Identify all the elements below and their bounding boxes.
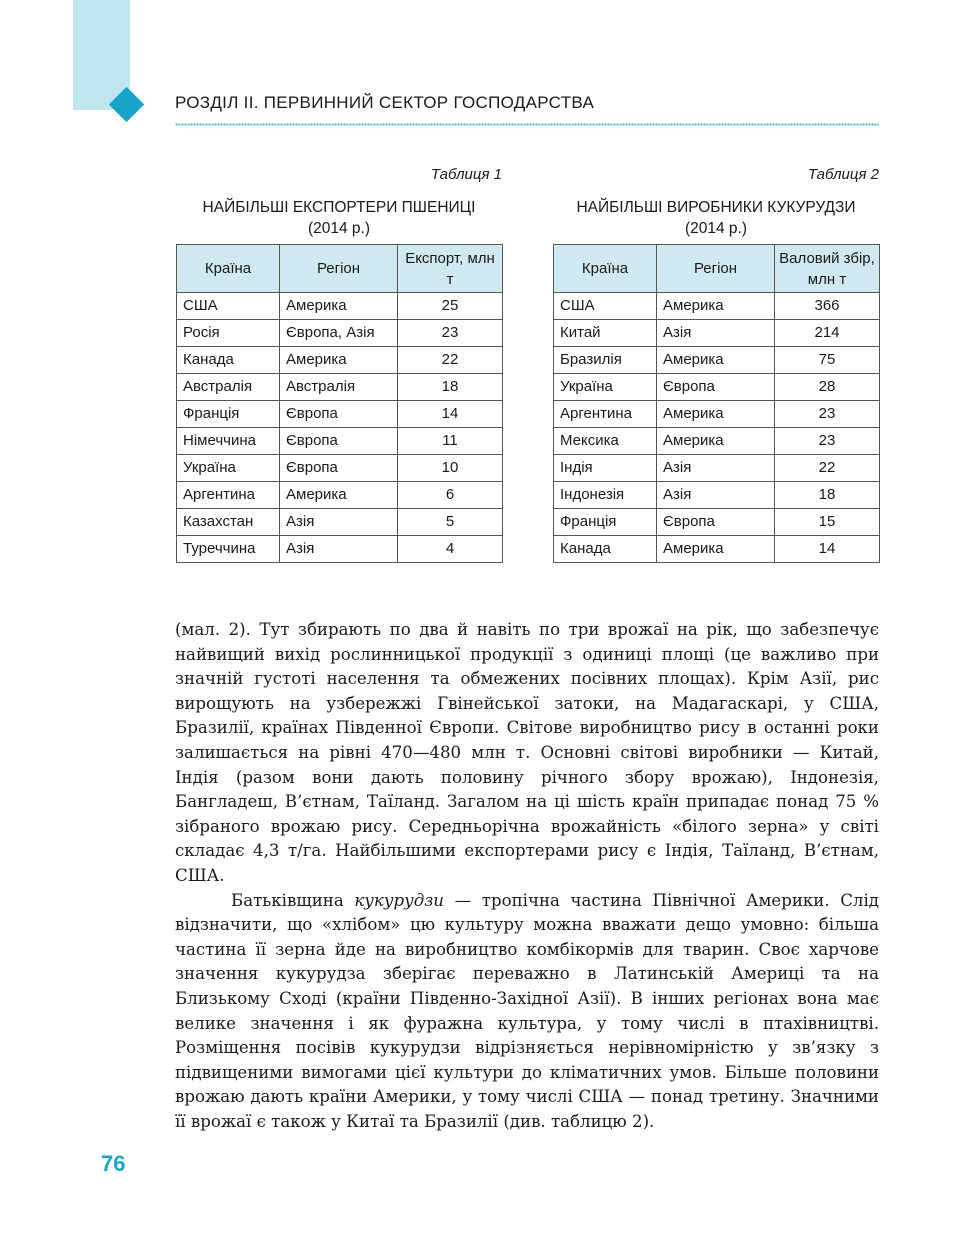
table2-title-line1: НАЙБІЛЬШІ ВИРОБНИКИ КУКУРУДЗИ [576, 199, 856, 216]
cell-country: Аргентина [177, 482, 280, 509]
table-row [554, 320, 880, 347]
cell-value: 22 [398, 347, 503, 374]
cell-value: 6 [398, 482, 503, 509]
body-text [175, 618, 879, 1134]
wheat-exporters-table [176, 244, 503, 563]
cell-region: Америка [657, 428, 775, 455]
column-header-export: Експорт, млн т [398, 245, 503, 293]
table-row [177, 293, 503, 320]
cell-country: Німеччина [177, 428, 280, 455]
table1-title-line2: (2014 р.) [307, 220, 371, 237]
cell-value: 15 [775, 509, 880, 536]
cell-country: США [177, 293, 280, 320]
cell-region: Азія [280, 509, 398, 536]
cell-value: 18 [775, 482, 880, 509]
cell-value: 23 [775, 428, 880, 455]
cell-value: 23 [398, 320, 503, 347]
table2-label: Таблиця 2 [807, 166, 879, 183]
table-row [177, 482, 503, 509]
cell-country: Росія [177, 320, 280, 347]
cell-country: Канада [554, 536, 657, 563]
table-row [554, 401, 880, 428]
column-header-country: Країна [554, 245, 657, 293]
table-row [177, 455, 503, 482]
header-dotted-rule [175, 122, 879, 127]
cell-country: Франція [177, 401, 280, 428]
cell-country: Австралія [177, 374, 280, 401]
table-row [554, 293, 880, 320]
cell-value: 28 [775, 374, 880, 401]
paragraph-2-start: Батьківщина [231, 890, 355, 910]
cell-region: Європа [280, 428, 398, 455]
cell-value: 22 [775, 455, 880, 482]
cell-region: Америка [657, 293, 775, 320]
table-row [177, 401, 503, 428]
table-row [177, 347, 503, 374]
table-row [554, 536, 880, 563]
cell-region: Австралія [280, 374, 398, 401]
cell-region: Азія [657, 455, 775, 482]
cell-country: Україна [554, 374, 657, 401]
paragraph-2-rest: — тропічна частина Північної Америки. Слід відзначити, що «хлібом» цю культуру можна вважати дещо умовно: більша частина її зерна йде на виробництво комбікормів для тварин. Своє харчове значення кукурудза зберігає переважно в Латинській Америці та на Близькому Сході (країни Південно-Західної Азії). В інших регіонах вона має велике значення і як фуражна культура, у тому числі в птахівництві. Розміщення посівів кукурудзи відрізняється нерівномірністю у зв’язку з підвищеними вимогами цієї культури до кліматичних умов. Більше половини врожаю дають країни Америки, у тому числі США — понад третину. Значними її врожаї є також у Китаї та Бразилії (див. таблицю 2). [175, 890, 879, 1131]
cell-value: 75 [775, 347, 880, 374]
cell-value: 366 [775, 293, 880, 320]
table1-title [176, 197, 502, 239]
cell-value: 4 [398, 536, 503, 563]
cell-value: 5 [398, 509, 503, 536]
cell-country: Індонезія [554, 482, 657, 509]
cell-region: Європа [280, 401, 398, 428]
cell-region: Азія [657, 482, 775, 509]
table-row [554, 482, 880, 509]
table-row [177, 320, 503, 347]
table-row [177, 509, 503, 536]
cell-value: 214 [775, 320, 880, 347]
table-row [554, 455, 880, 482]
cell-value: 11 [398, 428, 503, 455]
cell-country: Канада [177, 347, 280, 374]
cell-country: Китай [554, 320, 657, 347]
cell-region: Європа [657, 374, 775, 401]
cell-region: Америка [657, 536, 775, 563]
cell-region: Азія [657, 320, 775, 347]
column-header-country: Країна [177, 245, 280, 293]
cell-value: 14 [398, 401, 503, 428]
cell-region: Європа [657, 509, 775, 536]
table-header-row [177, 245, 503, 293]
cell-region: Америка [280, 293, 398, 320]
cell-country: Туреччина [177, 536, 280, 563]
cell-value: 23 [775, 401, 880, 428]
table1-block [176, 166, 502, 563]
cell-region: Азія [280, 536, 398, 563]
cell-country: Аргентина [554, 401, 657, 428]
table-row [554, 347, 880, 374]
table2-block [553, 166, 879, 563]
paragraph-1: (мал. 2). Тут збирають по два й навіть по три врожаї на рік, що забезпечує найвищий вихід рослинницької продукції з одиниці площі (це важливо при значній густоті населення та обмежених посівних площах). Крім Азії, рис вирощують на узбережжі Гвінейської затоки, на Мадагаскарі, у США, Бразилії, країнах Південної Європи. Світове виробництво рису в останні роки залишається на рівні 470—480 млн т. Основні світові виробники — Китай, Індія (разом вони дають половину річного збору врожаю), Індонезія, Бангладеш, В’єтнам, Таїланд. Загалом на ці шість країн припадає понад 75 % зібраного врожаю рису. Середньорічна врожайність «білого зерна» у світі складає 4,3 т/га. Найбільшими експортерами рису є Індія, Таїланд, В’єтнам, США. [175, 620, 879, 885]
cell-country: Україна [177, 455, 280, 482]
cell-region: Америка [657, 347, 775, 374]
table-row [554, 509, 880, 536]
cell-country: Франція [554, 509, 657, 536]
table-row [554, 374, 880, 401]
cell-value: 25 [398, 293, 503, 320]
cell-region: Америка [280, 482, 398, 509]
table1-title-line1: НАЙБІЛЬШІ ЕКСПОРТЕРИ ПШЕНИЦІ [202, 199, 476, 216]
column-header-harvest: Валовий збір, млн т [775, 245, 880, 293]
paragraph-2 [175, 889, 879, 1135]
cell-country: Казахстан [177, 509, 280, 536]
column-header-region: Регіон [657, 245, 775, 293]
cell-value: 14 [775, 536, 880, 563]
page-number: 76 [101, 1151, 126, 1176]
table-header-row [554, 245, 880, 293]
table2-title-line2: (2014 р.) [684, 220, 748, 237]
cell-country: США [554, 293, 657, 320]
emphasis-corn: кукурудзи [354, 890, 444, 910]
table-row [177, 536, 503, 563]
cell-value: 18 [398, 374, 503, 401]
cell-country: Індія [554, 455, 657, 482]
cell-region: Європа, Азія [280, 320, 398, 347]
cell-value: 10 [398, 455, 503, 482]
column-header-region: Регіон [280, 245, 398, 293]
table-row [177, 428, 503, 455]
cell-region: Америка [280, 347, 398, 374]
corn-producers-table [553, 244, 880, 563]
table2-title [553, 197, 879, 239]
section-title: РОЗДІЛ ІІ. ПЕРВИННИЙ СЕКТОР ГОСПОДАРСТВА [175, 93, 595, 112]
cell-region: Європа [280, 455, 398, 482]
cell-region: Америка [657, 401, 775, 428]
cell-country: Мексика [554, 428, 657, 455]
cell-country: Бразилія [554, 347, 657, 374]
table-row [177, 374, 503, 401]
table1-label: Таблиця 1 [430, 166, 502, 183]
table-row [554, 428, 880, 455]
